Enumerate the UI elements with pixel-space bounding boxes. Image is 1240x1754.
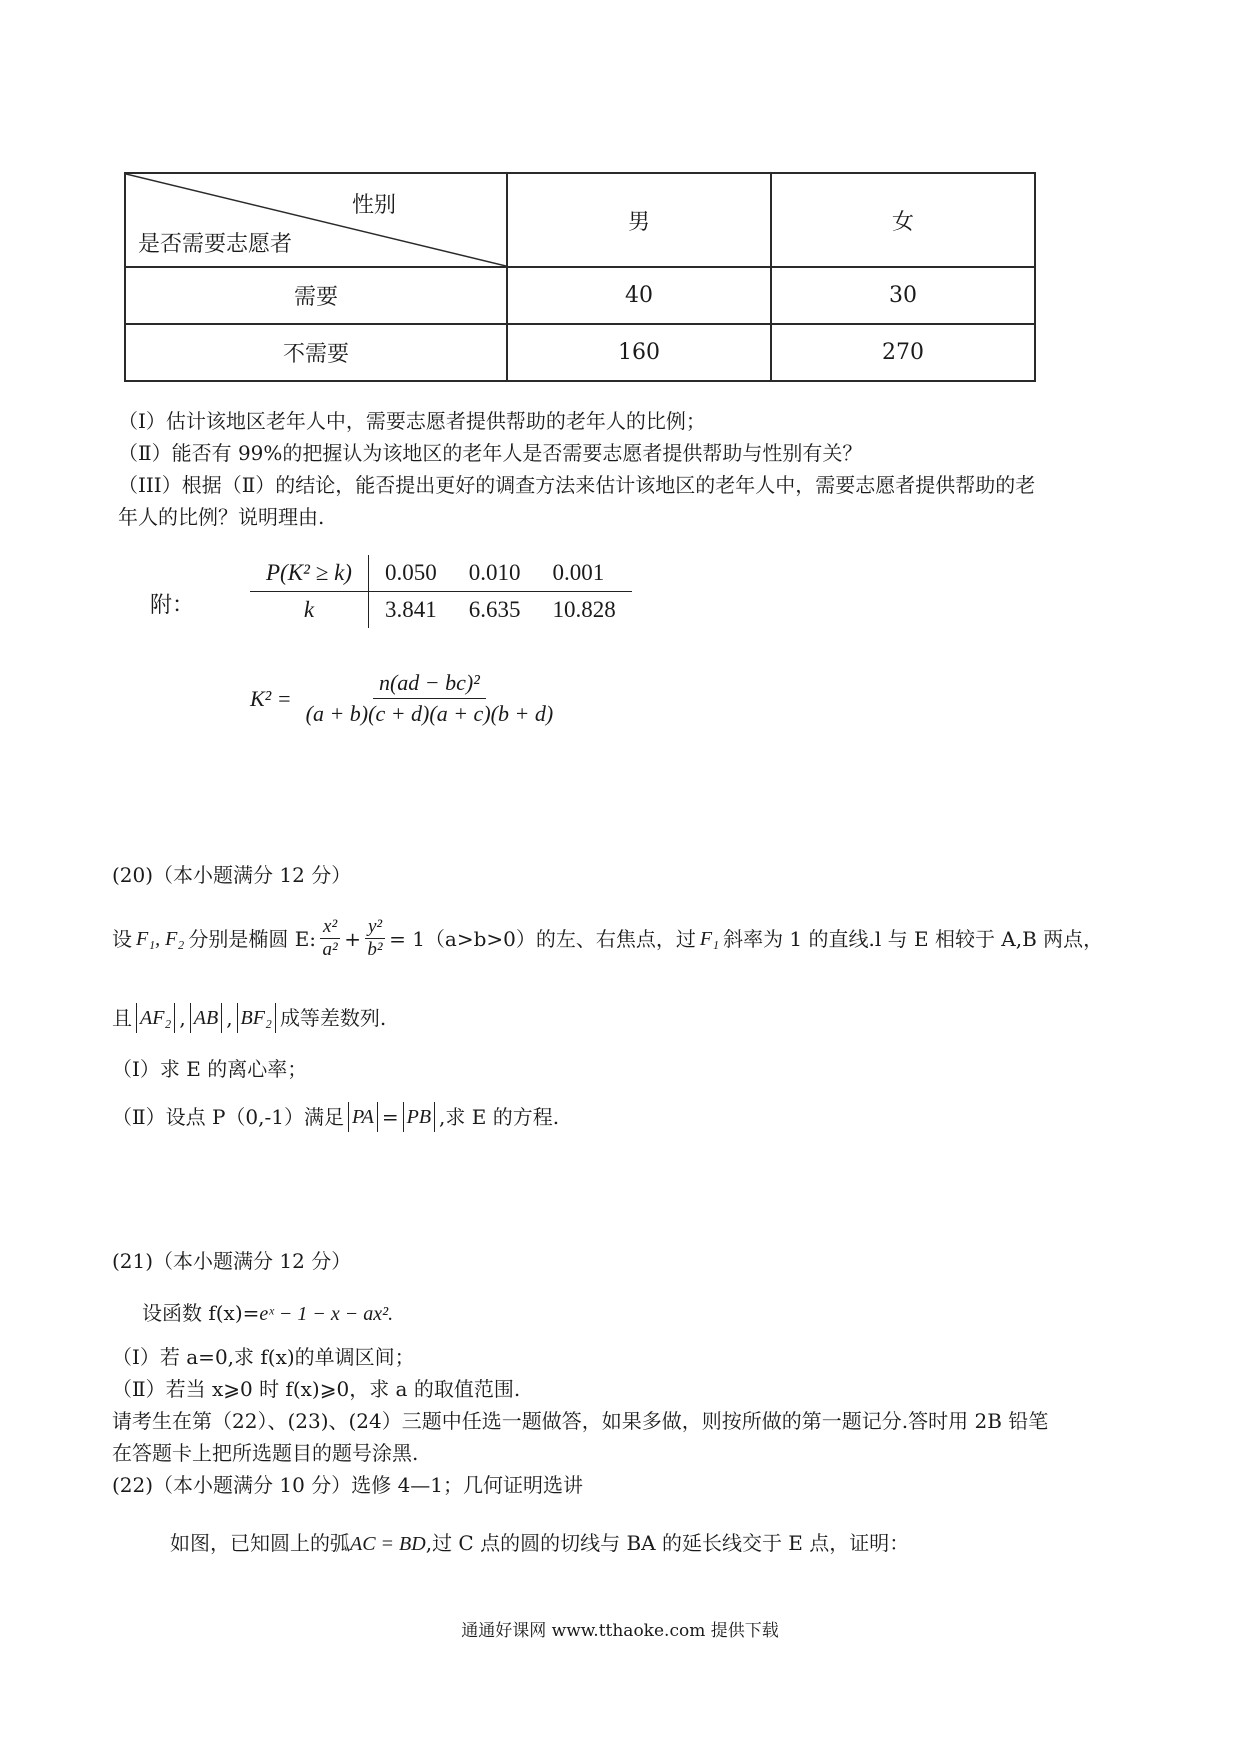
q20-text: 斜率为 1 的直线.l 与 E 相较于 A,B 两点， bbox=[723, 926, 1104, 951]
q20-heading: (20)（本小题满分 12 分） bbox=[112, 863, 352, 887]
attachment-label: 附： bbox=[150, 593, 195, 618]
fraction-denominator: b² bbox=[367, 939, 383, 960]
page-footer: 通通好课网 www.tthaoke.com 提供下载 bbox=[461, 1621, 779, 1641]
column-header-female: 女 bbox=[771, 173, 1035, 267]
ellipse-y-fraction bbox=[365, 916, 385, 961]
q21-expression: eˣ − 1 − x − ax². bbox=[259, 1303, 394, 1325]
q20-text: = 1（a>b>0）的左、右焦点，过 bbox=[389, 926, 696, 951]
q22-arc-equality: AC = BD bbox=[350, 1533, 426, 1555]
q20-focus-f1: F₁ bbox=[699, 927, 720, 950]
q19-part3-line1: （III）根据（Ⅱ）的结论，能否提出更好的调查方法来估计该地区的老年人中，需要志愿者提供帮助的老 bbox=[118, 473, 1036, 497]
critical-value-table bbox=[250, 555, 632, 628]
q22-heading: (22)（本小题满分 10 分）选修 4—1；几何证明选讲 bbox=[112, 1473, 584, 1497]
q22-text: 如图，已知圆上的弧 bbox=[170, 1531, 350, 1555]
q22-statement bbox=[170, 1528, 909, 1559]
survey-table bbox=[124, 172, 1036, 382]
q21-text: 设函数 f(x)= bbox=[142, 1301, 260, 1325]
formula-numerator: n(ad − bc)² bbox=[373, 670, 486, 699]
q21-part1: （Ⅰ）若 a=0,求 f(x)的单调区间； bbox=[112, 1345, 415, 1369]
q20-text: 成等差数列. bbox=[279, 1006, 387, 1030]
k-value: 3.841 bbox=[384, 597, 437, 622]
k-squared-formula bbox=[250, 670, 559, 727]
q22-text: ,过 C 点的圆的切线与 BA 的延长线交于 E 点，证明： bbox=[425, 1531, 910, 1555]
row-label-not-need: 不需要 bbox=[125, 324, 507, 381]
q19-part1: （Ⅰ）估计该地区老年人中，需要志愿者提供帮助的老年人的比例； bbox=[118, 409, 706, 433]
cell-not-need-male: 160 bbox=[507, 324, 771, 381]
q20-text: ,求 E 的方程. bbox=[439, 1105, 560, 1129]
cell-need-male: 40 bbox=[507, 267, 771, 324]
q20-part1: （Ⅰ）求 E 的离心率； bbox=[112, 1057, 308, 1081]
p-value: 0.050 bbox=[368, 555, 452, 592]
q20-foci: F₁, F₂ bbox=[136, 927, 185, 950]
attachment-block bbox=[150, 555, 710, 755]
k-value: 6.635 bbox=[468, 597, 521, 622]
fraction-denominator: a² bbox=[322, 939, 338, 960]
q20-part2: （Ⅱ）设点 P（0,-1）满足 PA = PB ,求 E 的方程. bbox=[112, 1102, 559, 1132]
q21-function bbox=[142, 1298, 393, 1329]
abs-pa: PA bbox=[348, 1102, 378, 1132]
instructions-line2: 在答题卡上把所选题目的题号涂黑. bbox=[112, 1441, 419, 1465]
k-value: 10.828 bbox=[552, 597, 616, 622]
formula-fraction bbox=[300, 670, 560, 727]
q20-text: （Ⅱ）设点 P（0,-1）满足 bbox=[112, 1105, 344, 1129]
header-gender: 性别 bbox=[351, 193, 396, 218]
column-header-male: 男 bbox=[507, 173, 771, 267]
q20-line2: 且 AF₂ , AB , BF₂ 成等差数列. bbox=[112, 1003, 386, 1033]
q19-part3-line2: 年人的比例？说明理由. bbox=[118, 505, 325, 529]
q20-text: 设 bbox=[112, 926, 132, 951]
q20-text: 分别是椭圆 E: bbox=[188, 926, 317, 951]
table-header-corner bbox=[125, 173, 507, 267]
q21-heading: (21)（本小题满分 12 分） bbox=[112, 1249, 352, 1273]
abs-bf2: BF₂ bbox=[237, 1003, 276, 1033]
q21-part2: （Ⅱ）若当 x⩾0 时 f(x)⩾0，求 a 的取值范围. bbox=[112, 1377, 521, 1401]
abs-ab: AB bbox=[190, 1003, 222, 1033]
row-label-need: 需要 bbox=[125, 267, 507, 324]
cell-not-need-female: 270 bbox=[771, 324, 1035, 381]
p-value: 0.001 bbox=[536, 555, 631, 592]
p-row-label: P(K² ≥ k) bbox=[250, 555, 368, 592]
abs-af2: AF₂ bbox=[136, 1003, 175, 1033]
fraction-numerator: x² bbox=[320, 916, 340, 939]
p-value: 0.010 bbox=[453, 555, 537, 592]
q20-text: 且 bbox=[112, 1006, 132, 1030]
instructions-line1: 请考生在第（22）、(23)、(24）三题中任选一题做答，如果多做，则按所做的第一题记分.答时用 2B 铅笔 bbox=[112, 1409, 1049, 1433]
formula-lhs: K² = bbox=[250, 685, 292, 711]
abs-pb: PB bbox=[403, 1102, 435, 1132]
header-need-volunteer: 是否需要志愿者 bbox=[138, 232, 293, 257]
q19-part2: （Ⅱ）能否有 99%的把握认为该地区的老年人是否需要志愿者提供帮助与性别有关？ bbox=[118, 441, 863, 465]
fraction-numerator: y² bbox=[365, 916, 385, 939]
q20-line1: 设 F₁, F₂ 分别是椭圆 E: $\frac{\text{x²}}{\text{a²}}$ + $\frac{\text{y²}}{\text{b²}}$ = 1（a>b>0）的左、右焦点，过 F₁ 斜率为 1 的直线.l 与 E 相较于 A,B 两点， bbox=[112, 916, 1104, 960]
formula-denominator: (a + b)(c + d)(a + c)(b + d) bbox=[305, 701, 554, 726]
ellipse-x-fraction bbox=[320, 916, 340, 961]
cell-need-female: 30 bbox=[771, 267, 1035, 324]
k-row-label: k bbox=[250, 592, 368, 629]
